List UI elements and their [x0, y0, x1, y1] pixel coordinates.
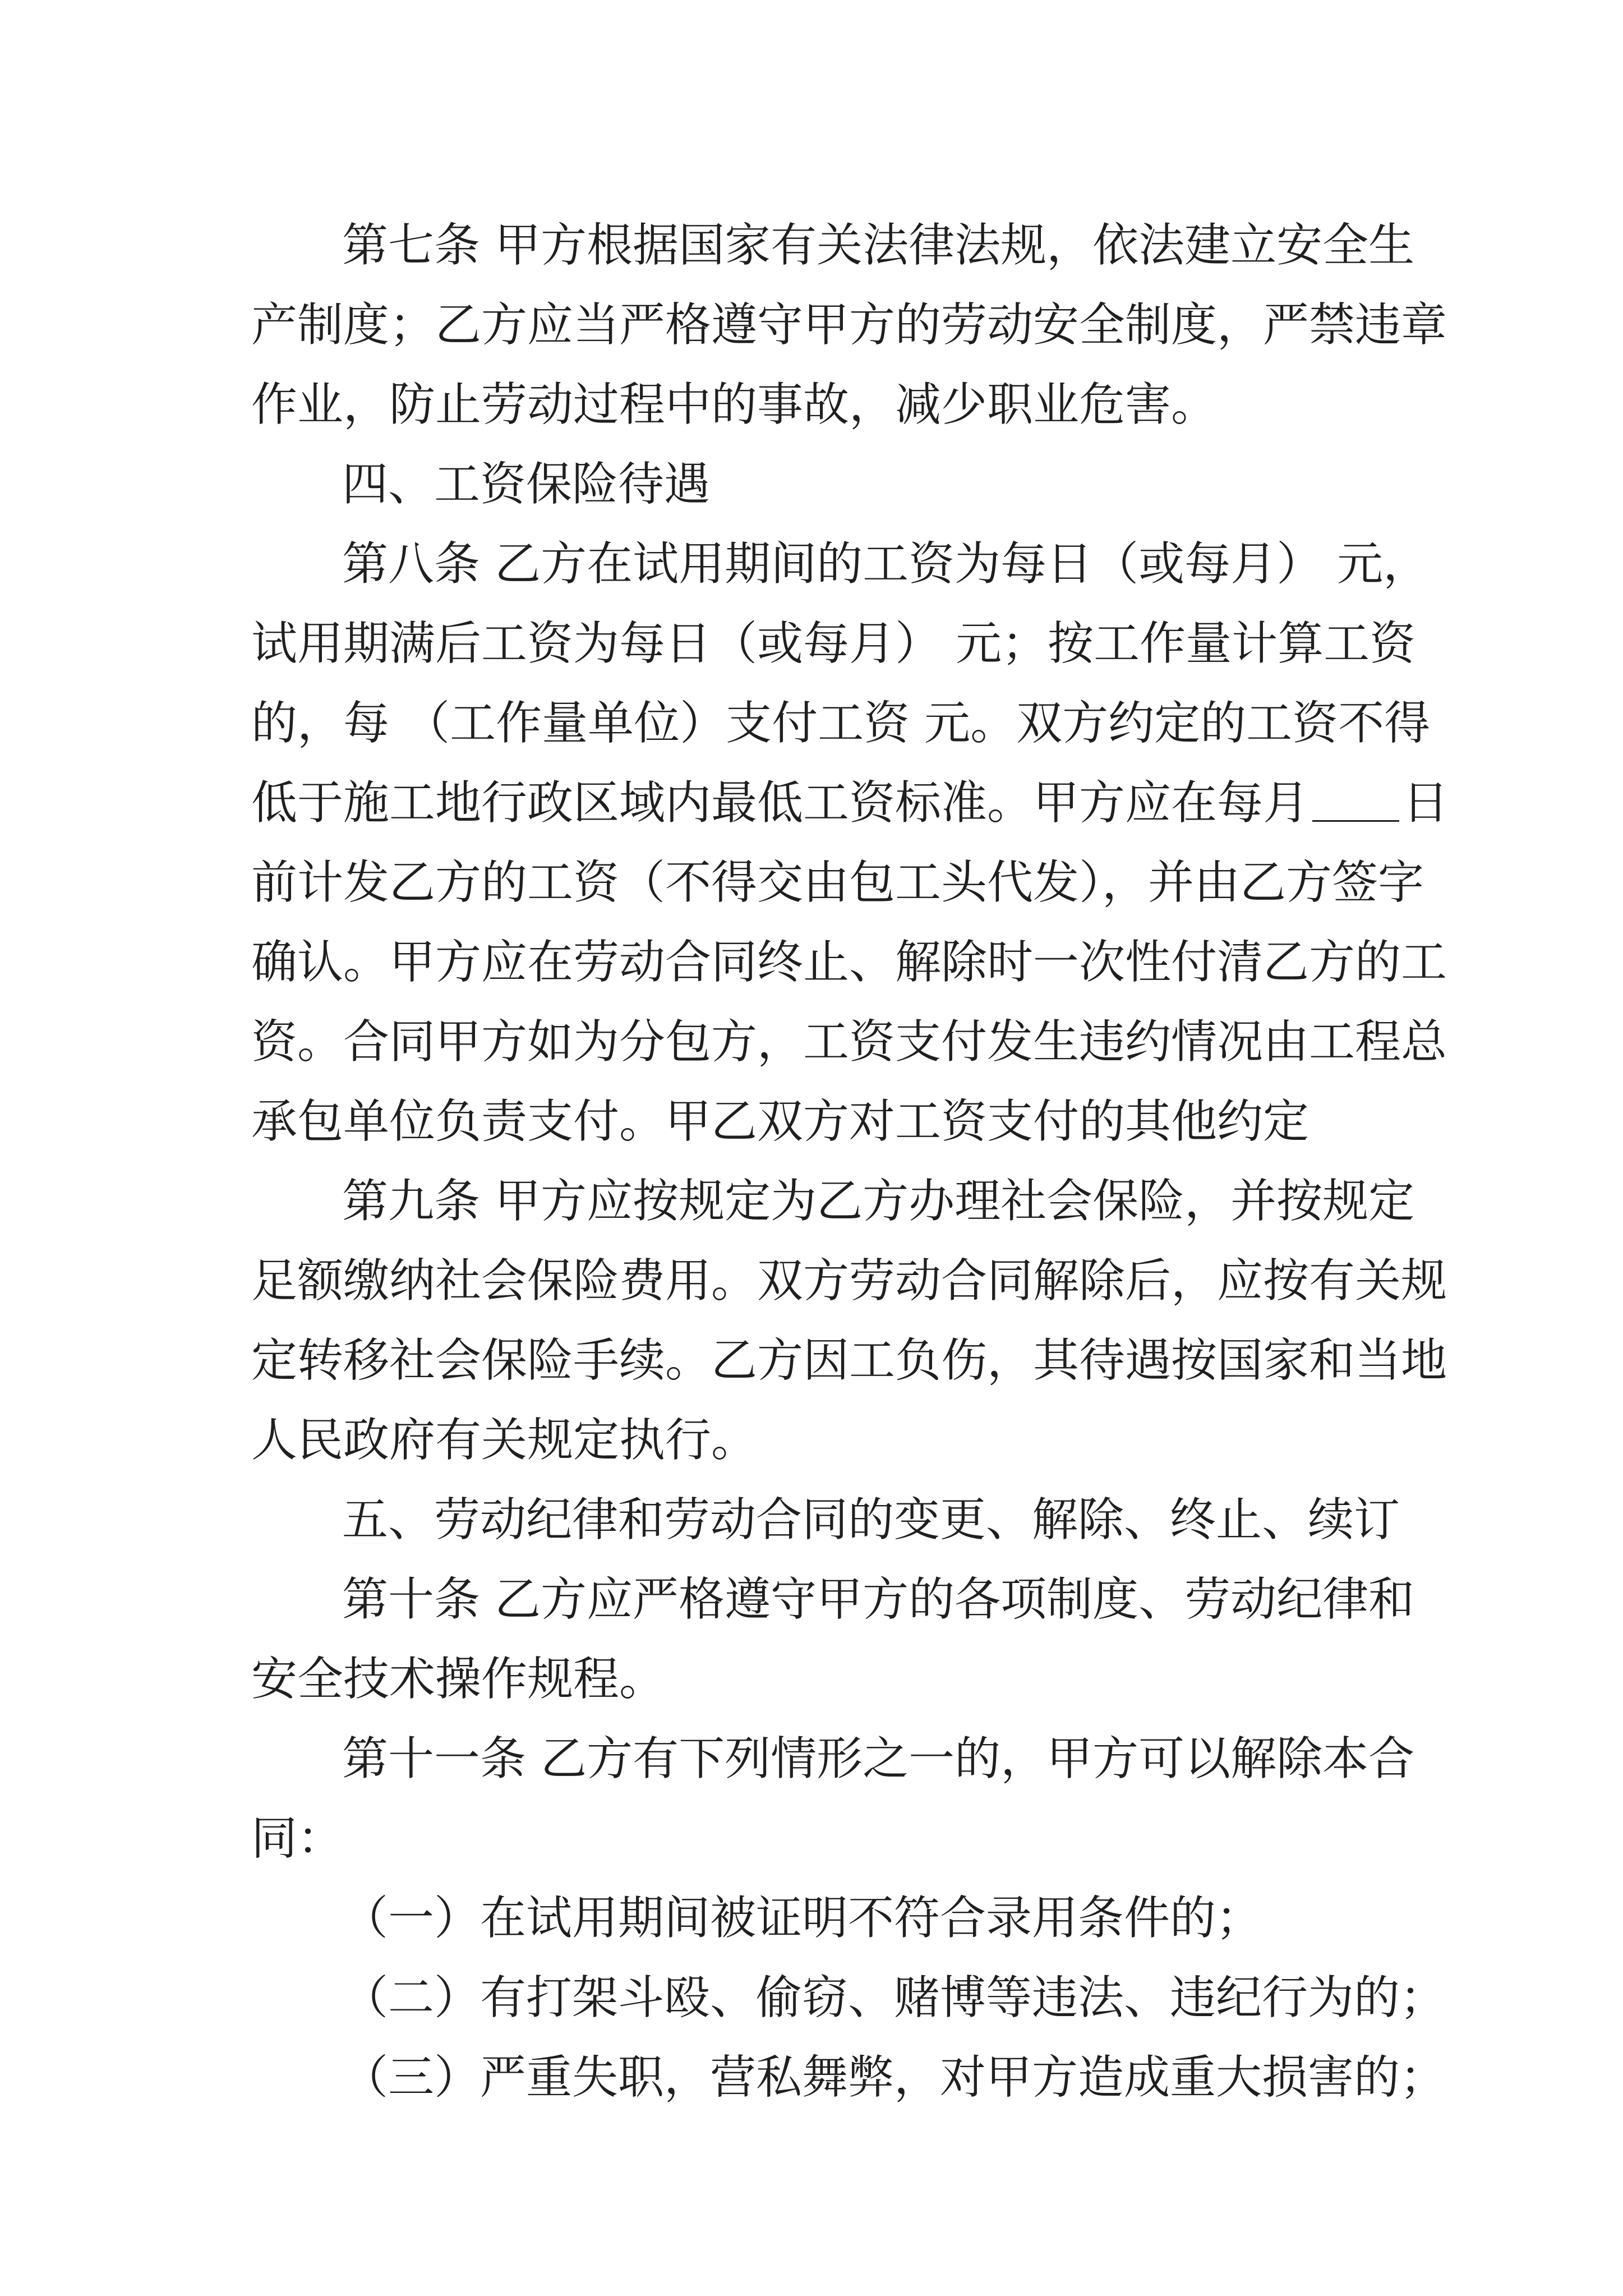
section-5-heading: 五、劳动纪律和劳动合同的变更、解除、终止、续订: [342, 1493, 1400, 1547]
article-9-line-3: 定转移社会保险手续。乙方因工负伤，其待遇按国家和当地: [251, 1334, 1447, 1387]
article-10-line-1: 第十条 乙方应严格遵守甲方的各项制度、劳动纪律和: [342, 1573, 1415, 1626]
article-8-line-1: 第八条 乙方在试用期间的工资为每日（或每月） 元，: [342, 537, 1430, 591]
article-11-line-1: 第十一条 乙方有下列情形之一的，甲方可以解除本合: [342, 1732, 1415, 1786]
article-9-line-2: 足额缴纳社会保险费用。双方劳动合同解除后，应按有关规: [251, 1254, 1447, 1308]
article-8-line-3: 的，每 （工作量单位）支付工资 元。双方约定的工资不得: [251, 697, 1431, 750]
article-8-line-2: 试用期满后工资为每日（或每月） 元；按工作量计算工资: [251, 617, 1416, 670]
pay-day-blank: [1312, 774, 1399, 822]
article-8-line-4-text: 低于施工地行政区域内最低工资标准。甲方应在每月: [251, 776, 1310, 830]
article-8-line-6: 确认。甲方应在劳动合同终止、解除时一次性付清乙方的工: [251, 936, 1447, 989]
article-8-line-4-end: 日: [1403, 776, 1449, 830]
article-8-line-8: 承包单位负责支付。甲乙双方对工资支付的其他约定: [251, 1095, 1310, 1148]
article-9-line-1: 第九条 甲方应按规定为乙方办理社会保险，并按规定: [342, 1175, 1415, 1228]
article-7-line-1: 第七条 甲方根据国家有关法律法规，依法建立安全生: [342, 219, 1415, 272]
list-item-3: （三）严重失职，营私舞弊，对甲方造成重大损害的；: [342, 2051, 1446, 2104]
article-10-line-2: 安全技术操作规程。: [251, 1653, 666, 1706]
section-4-heading: 四、工资保险待遇: [342, 458, 711, 511]
article-9-line-4: 人民政府有关规定执行。: [251, 1414, 758, 1467]
article-8-line-4: [0, 758, 1623, 848]
list-item-2: （二）有打架斗殴、偷窃、赌博等违法、违纪行为的；: [342, 1971, 1446, 2024]
article-8-line-5: 前计发乙方的工资（不得交由包工头代发），并由乙方签字: [251, 856, 1424, 909]
list-item-1: （一）在试用期间被证明不符合录用条件的；: [342, 1892, 1262, 1945]
article-7-line-3: 作业，防止劳动过程中的事故，减少职业危害。: [251, 378, 1218, 431]
article-7-line-2: 产制度；乙方应当严格遵守甲方的劳动安全制度，严禁违章: [251, 298, 1447, 352]
article-11-line-2: 同：: [251, 1812, 344, 1865]
article-8-line-7: 资。合同甲方如为分包方，工资支付发生违约情况由工程总: [251, 1015, 1447, 1069]
